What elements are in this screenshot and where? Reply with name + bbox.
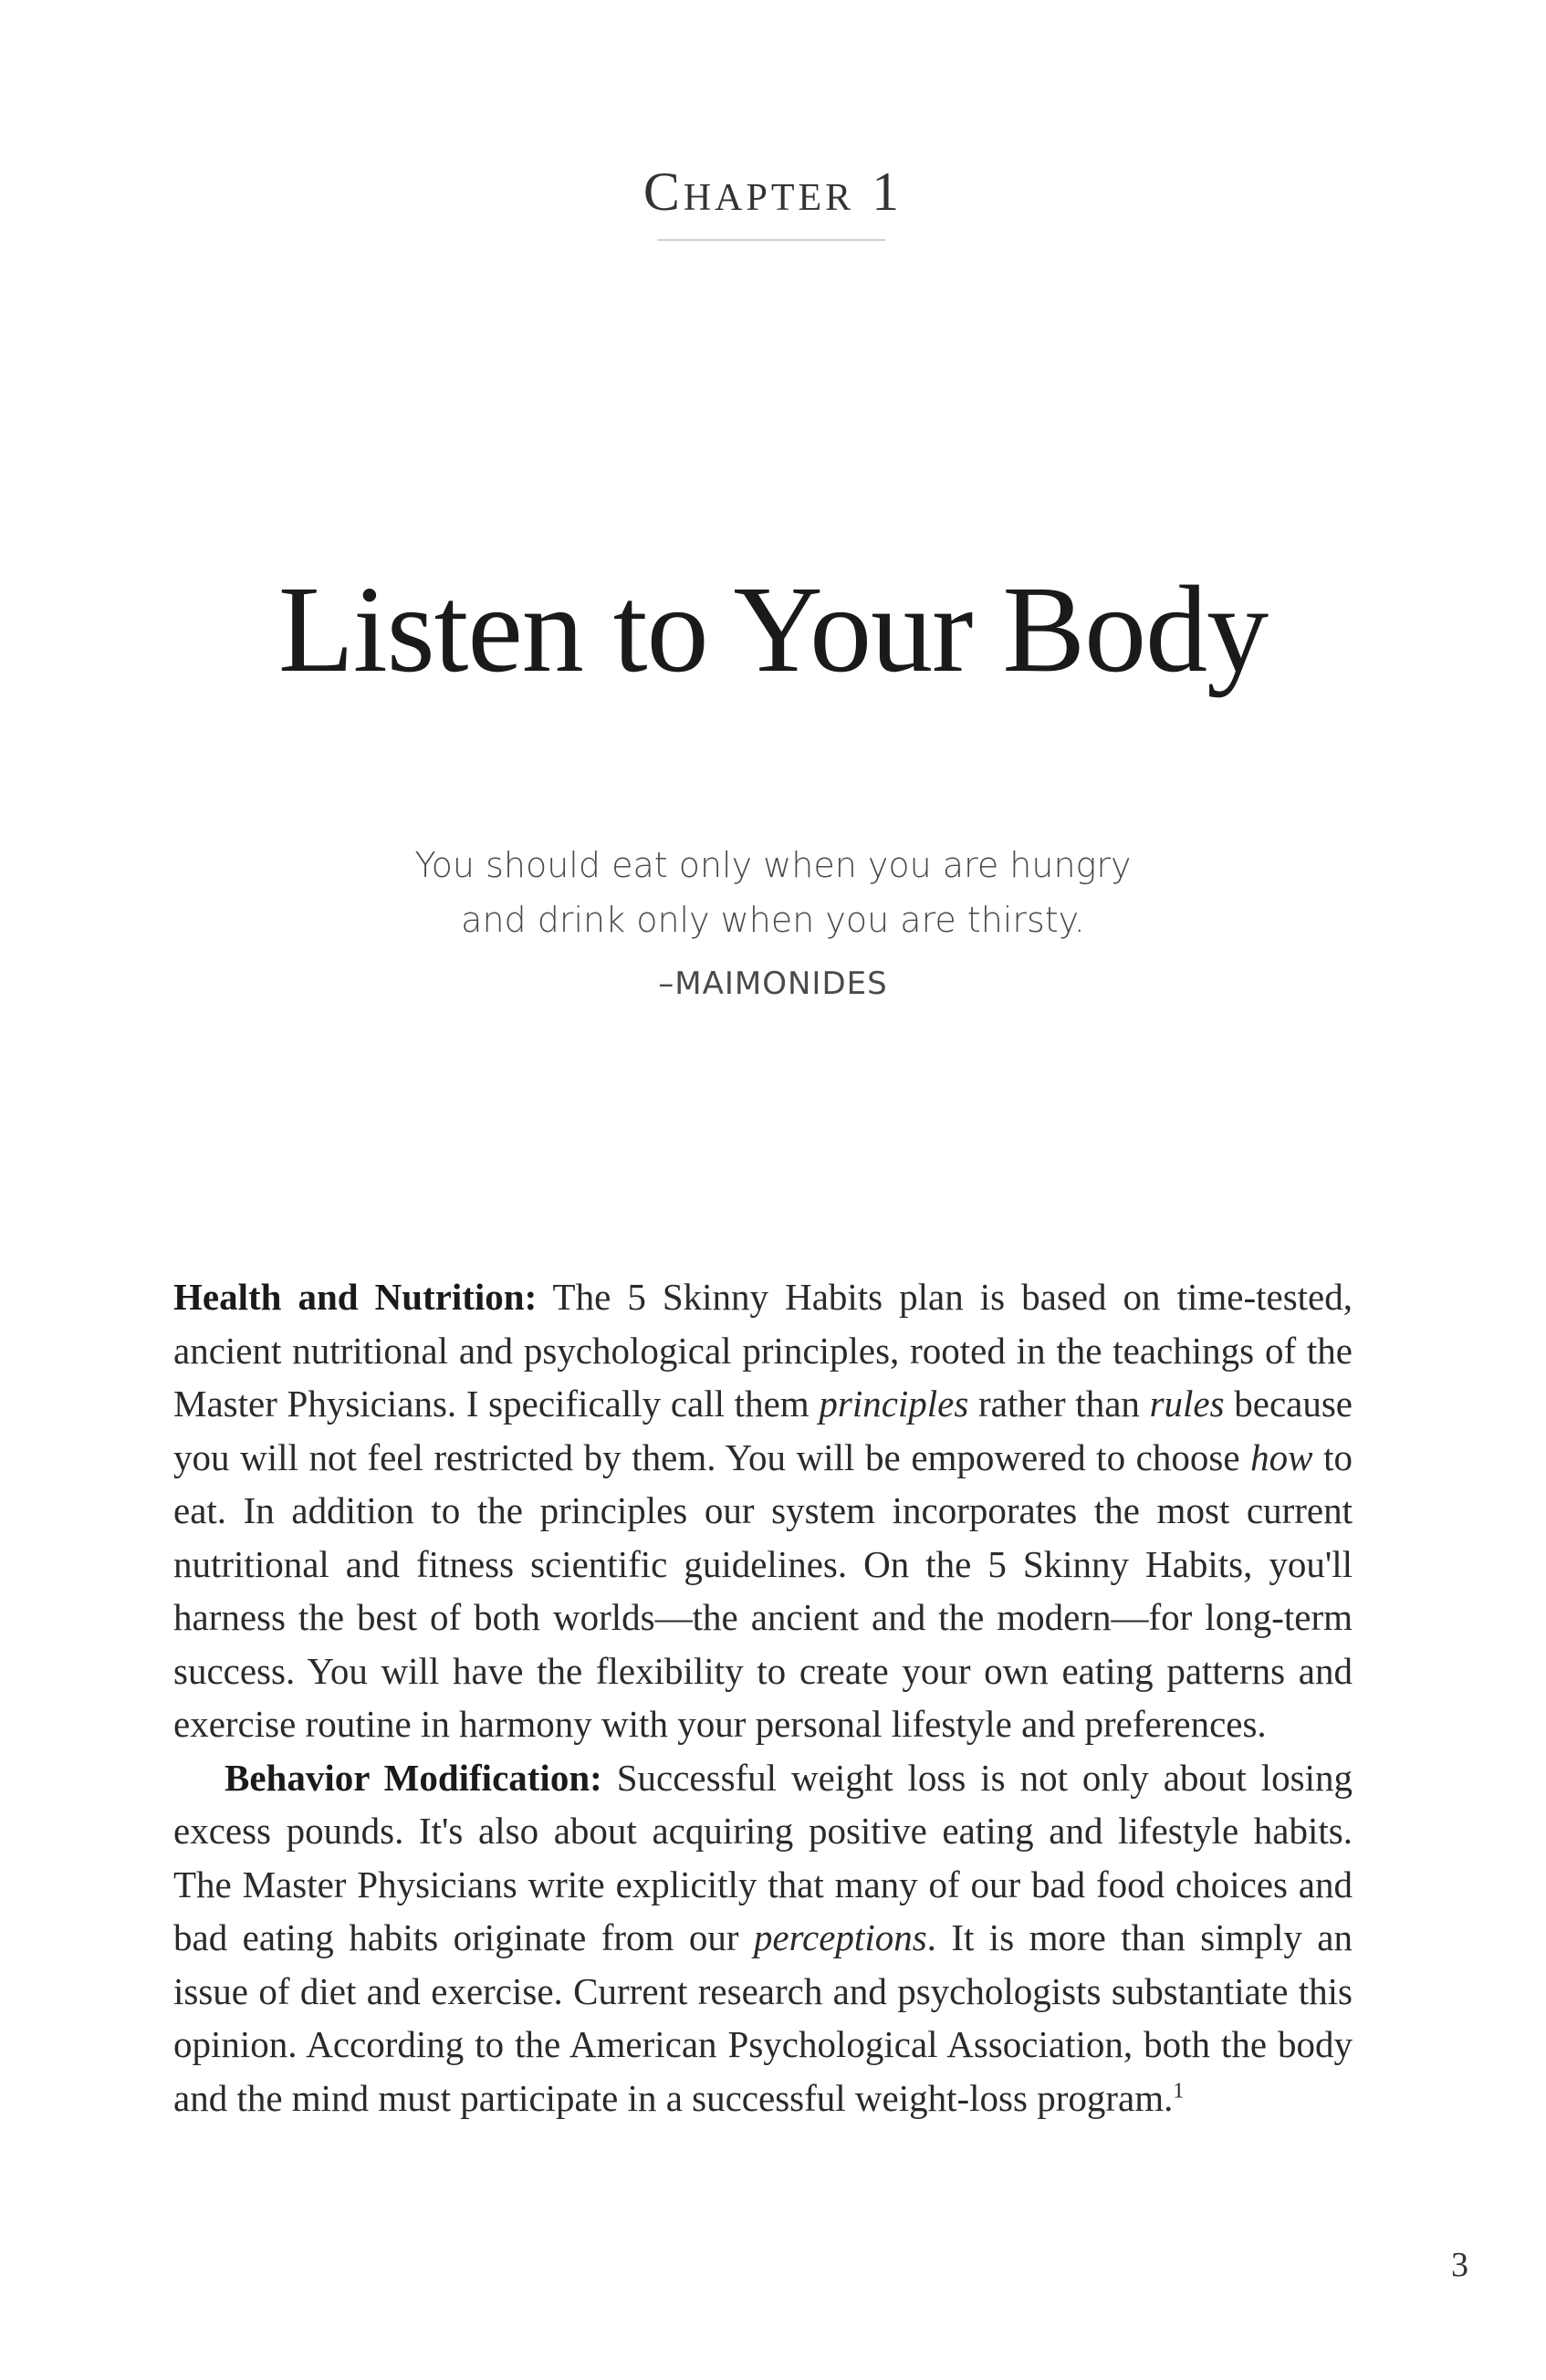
paragraph-text: The 5 Skinny Habits plan is based on time-tested, ancient nutritional and psychological principles, rooted in the teachings of the Master Physicians. I specifically call them bbox=[173, 1276, 1353, 1425]
emphasis-text: rules bbox=[1149, 1383, 1225, 1425]
body-text bbox=[173, 1270, 1353, 2124]
paragraph-text: Successful weight loss is not only about losing excess pounds. It's also about acquiring positive eating and lifestyle habits. The Master Physicians write explicitly that many of our bad food choices and bad eating habits originate from our bbox=[173, 1756, 1353, 1958]
emphasis-text: perceptions bbox=[753, 1916, 927, 1958]
section-heading: Health and Nutrition: bbox=[173, 1276, 538, 1318]
paragraph-behavior-modification bbox=[173, 1751, 1353, 2125]
chapter-rule bbox=[657, 239, 885, 241]
epigraph-quote bbox=[0, 838, 1546, 947]
page-number: 3 bbox=[1451, 2246, 1468, 2284]
emphasis-text: principles bbox=[819, 1383, 969, 1425]
paragraph-text: rather than bbox=[968, 1383, 1150, 1425]
paragraph-text: because you will not feel restricted by them. You will be empowered to choose bbox=[173, 1383, 1353, 1478]
footnote-marker: 1 bbox=[1173, 2078, 1185, 2103]
epigraph-line: You should eat only when you are hungry bbox=[414, 845, 1132, 885]
emphasis-text: how bbox=[1250, 1435, 1313, 1478]
section-heading: Behavior Modification: bbox=[225, 1756, 602, 1799]
epigraph-line: and drink only when you are thirsty. bbox=[461, 900, 1085, 940]
paragraph-health-nutrition bbox=[173, 1270, 1353, 1751]
chapter-label: Chapter 1 bbox=[642, 162, 904, 222]
paragraph-text: to eat. In addition to the principles our system incorporates the most current nutritional and fitness scientific guidelines. On the 5 Skinny Habits, you'll harness the best of both worlds—the ancient and the modern—for long-term success. You will have the flexibility to create your own eating patterns and exercise routine in harmony with your personal lifestyle and preferences. bbox=[173, 1435, 1353, 1745]
chapter-title: Listen to Your Body bbox=[277, 561, 1269, 698]
paragraph-text: . It is more than simply an issue of diet and exercise. Current research and psychologists substantiate this opinion. According to the American Psychological Association, both the body and the mind must participate in a successful weight-loss program. bbox=[173, 1916, 1353, 2119]
epigraph-attribution: –MAIMONIDES bbox=[658, 966, 888, 1002]
